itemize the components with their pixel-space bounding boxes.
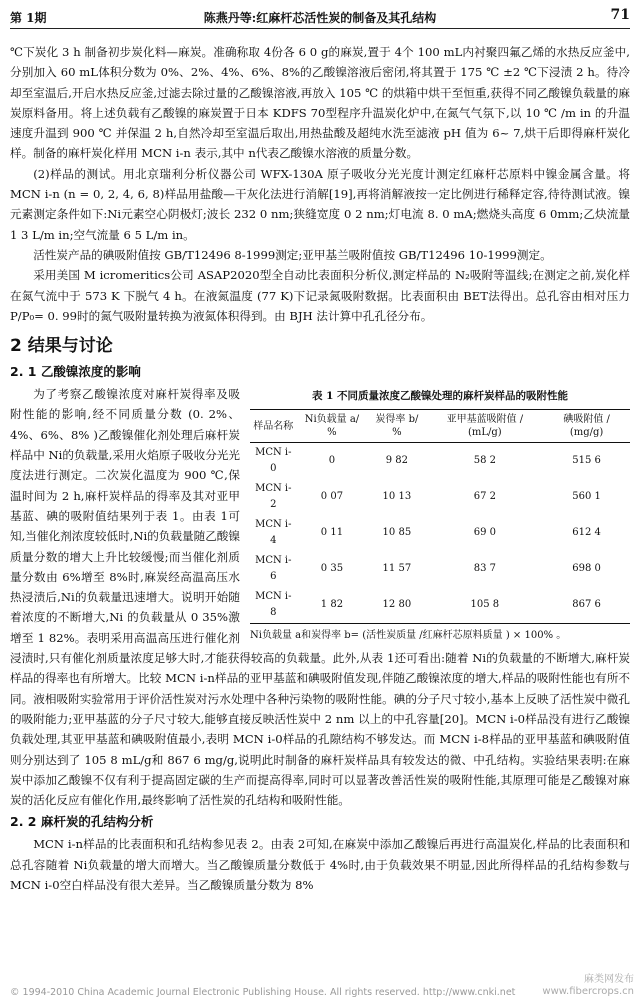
table-cell: 10 13: [382, 491, 412, 503]
subsection-title-2-2: 2. 2 麻杆炭的孔结构分析: [10, 814, 154, 830]
paragraph-method-4: 采用美国 M icromeritics公司 ASAP2020型全自动比表面积分析仪,测定样品的 N₂吸附等温线;在测定之前,炭化样在氮气流中于 573 K 下脱气 4 h。在液氮温度 (77 K)下记录氮吸附数据。比表面积由 BET法得出。总孔容由相对压力 P/P₀= 0. 99时的氮气吸附量转换为液氮体积得到。由 BJH 法计算中孔孔径分布。: [10, 268, 630, 323]
paragraph-results-2-1: 为了考察乙酸镍浓度对麻杆炭得率及吸附性能的影响,经不同质量分数 (0. 2%、4%、6%、8% )乙酸镍催化剂处理后麻杆炭样品中 Ni的负载量,采用火焰原子吸收分光光度法进行测定。二次炭化温度为 900 ℃,保温时间为 2 h,麻杆炭样品的得率及其对亚甲基蓝、碘的吸附值结果列于表 1。由表 1可知,当催化剂浓度较低时,Ni的负载量随乙酸镍质量分数的增大上升比较缓慢;而当催化剂质量分数由 6%增至 8%时,麻炭经高温高压水热浸渍后,Ni的负载量迅速增大。说明开始随着浓度的不断增大,Ni 的负载量从 0 35%激增至 1 82%。表明采用高温高压进行催化剂浸渍时,只有催化剂质量浓度足够大时,才能获得较高的负载量。此外,从表 1还可看出:随着 Ni的负载量的不断增大,麻杆炭样品的得率也有所增大。比较 MCN i-n样品的亚甲基蓝和碘吸附值发现,伴随乙酸镍浓度的增大,样品的吸附性能也有所不同。液相吸附实验常用于评价活性炭对污水处理中各种污染物的吸附性能。碘的分子尺寸较小,基本上反映了活性炭中微孔的吸附能力;亚甲基蓝的分子尺寸较大,能够直接反映活性炭中 2 nm 以上的中孔容量[20]。MCN i-0样品没有进行乙酸镍负载处理,其亚甲基蓝和碘吸附值最小,表明 MCN i-0样品的孔隙结构不够发达。而 MCN i-8样品的亚甲基蓝和碘吸附值则分别达到了 105 8 mL/g和 867 6 mg/g,说明此时制备的麻杆炭样品具有较发达的微、中孔结构。实验结果表明:在麻炭中添加乙酸镍不仅有利于提高固定碳的生产而提高得率,同时可以显著改善活性炭的吸附性能,其原理可能是乙酸镍对麻炭的活化反应有催化作用,最终影响了活性炭的孔结构和吸附性能。: [10, 387, 630, 808]
table-cell: MCN i-2: [255, 483, 292, 511]
table-cell: 0 07: [320, 491, 344, 503]
table-cell: MCN i-6: [255, 555, 292, 583]
table-cell: 0 11: [320, 527, 344, 539]
table-cell: MCN i-4: [255, 519, 292, 547]
table-header-cell: Ni负载量 a/ %: [297, 410, 368, 443]
section-title: 2 结果与讨论: [10, 336, 113, 357]
table-cell: 698 0: [572, 563, 601, 575]
running-title: 陈燕丹等:红麻杆芯活性炭的制备及其孔结构: [203, 11, 437, 25]
table-caption: 表 1 不同质量浓度乙酸镍处理的麻杆炭样品的吸附性能: [311, 390, 569, 403]
table-cell: 0: [328, 455, 336, 467]
table-footnote: Ni负载量 a和炭得率 b= (活性炭质量 /红麻杆芯原料质量 ) × 100% 。: [250, 630, 567, 642]
table-header-cell: 亚甲基蓝吸附值 / (mL/g): [427, 410, 544, 443]
table-cell: 12 80: [367, 587, 426, 624]
article-body: [10, 42, 630, 895]
table-cell: 1 82: [297, 587, 368, 624]
table-cell: 10 85: [382, 527, 412, 539]
paragraph-method-3: 活性炭产品的碘吸附值按 GB/T12496 8-1999测定;亚甲基兰吸附值按 GB/T12496 10-1999测定。: [33, 247, 552, 262]
copyright-footer: © 1994-2010 China Academic Journal Electronic Publishing House. All rights reserved. http://www.cnki.net: [10, 987, 516, 998]
table-cell: 58 2: [473, 455, 496, 467]
page-header: [10, 6, 630, 29]
table-header-row: [250, 410, 630, 443]
table-cell: 515 6: [572, 455, 601, 467]
table-cell: 83 7: [473, 563, 496, 575]
watermark-line: 麻类网发布: [584, 974, 634, 985]
paragraph-method-1: ℃下炭化 3 h 制备初步炭化料—麻炭。准确称取 4份各 6 0 g的麻炭,置于 4个 100 mL内衬聚四氟乙烯的水热反应釜中,分别加入 60 mL体积分数为 0%、2%、4%、6%、8%的乙酸镍溶液后密闭,将其置于 175 ℃ ±2 ℃下浸渍 2 h。待冷却至室温后,开启水热反应釜,过滤去除过量的乙酸镍溶液,再放入 105 ℃ 的烘箱中烘干至恒重,获得不同乙酸镍负载量的麻炭原料备用。将上述负载有乙酸镍的麻炭置于日本 KDFS 70型程序升温炭化炉中,在氮气气氛下,以 10 ℃ /m in 的升温速度升温到 900 ℃ 并保温 2 h,自然冷却至室温后取出,用热盐酸及超纯水洗至滤液 pH 值为 6~ 7,烘干后即得麻杆炭化样。制备的麻杆炭化样用 MCN i-n 表示,其中 n代表乙酸镍水溶液的质量分数。: [10, 45, 630, 161]
table-1-grid: [250, 409, 630, 624]
table-row: [250, 551, 630, 587]
table-header-cell: 样品名称: [250, 410, 297, 443]
table-row: [250, 515, 630, 551]
table-cell: MCN i-0: [255, 447, 292, 475]
watermark-url: www.fibercrops.cn: [542, 986, 634, 997]
table-row: [250, 443, 630, 480]
subsection-title-2-1: 2. 1 乙酸镍浓度的影响: [10, 364, 141, 380]
table-cell: 105 8: [427, 587, 544, 624]
table-1: [250, 384, 630, 643]
table-cell: 0 35: [320, 563, 344, 575]
table-cell: 612 4: [572, 527, 601, 539]
table-cell: 11 57: [382, 563, 412, 575]
table-row: [250, 479, 630, 515]
table-cell: 67 2: [473, 491, 496, 503]
paragraph-results-2-2: MCN i-n样品的比表面积和孔结构参见表 2。由表 2可知,在麻炭中添加乙酸镍后再进行高温炭化,样品的比表面积和总孔容随着 Ni负载量的增大而增大。当乙酸镍质量分数低于 4%时,由于负载效果不明显,因此所得样品的孔结构参数与 MCN i-0空白样品没有很大差异。当乙酸镍质量分数为 8%: [10, 837, 630, 892]
site-watermark: [542, 974, 634, 998]
page-number: 71: [610, 7, 630, 23]
table-row: [250, 587, 630, 624]
paragraph-method-2: (2)样品的测试。用北京瑞利分析仪器公司 WFX-130A 原子吸收分光光度计测定红麻杆芯原料中镍金属含量。将 MCN i-n (n = 0, 2, 4, 6, 8)样品用盐酸—干灰化法进行消解[19],再将消解液按一定比例进行稀释定容,待待测试液。镍元素测定条件如下:Ni元素空心阴极灯;波长 232 0 nm;狭缝宽度 0 2 nm;灯电流 8. 0 mA;燃烧头高度 6 0mm;乙炔流量 1 3 L/m in;空气流量 6 5 L/m in。: [10, 166, 630, 242]
table-header-cell: 碘吸附值 / (mg/g): [543, 410, 630, 443]
table-cell: 867 6: [543, 587, 630, 624]
table-header-cell: 炭得率 b/ %: [367, 410, 426, 443]
table-cell: 69 0: [473, 527, 496, 539]
issue-label: 第 1期: [10, 11, 47, 25]
table-cell: MCN i-8: [250, 587, 297, 624]
table-cell: 560 1: [572, 491, 601, 503]
table-cell: 9 82: [385, 455, 408, 467]
